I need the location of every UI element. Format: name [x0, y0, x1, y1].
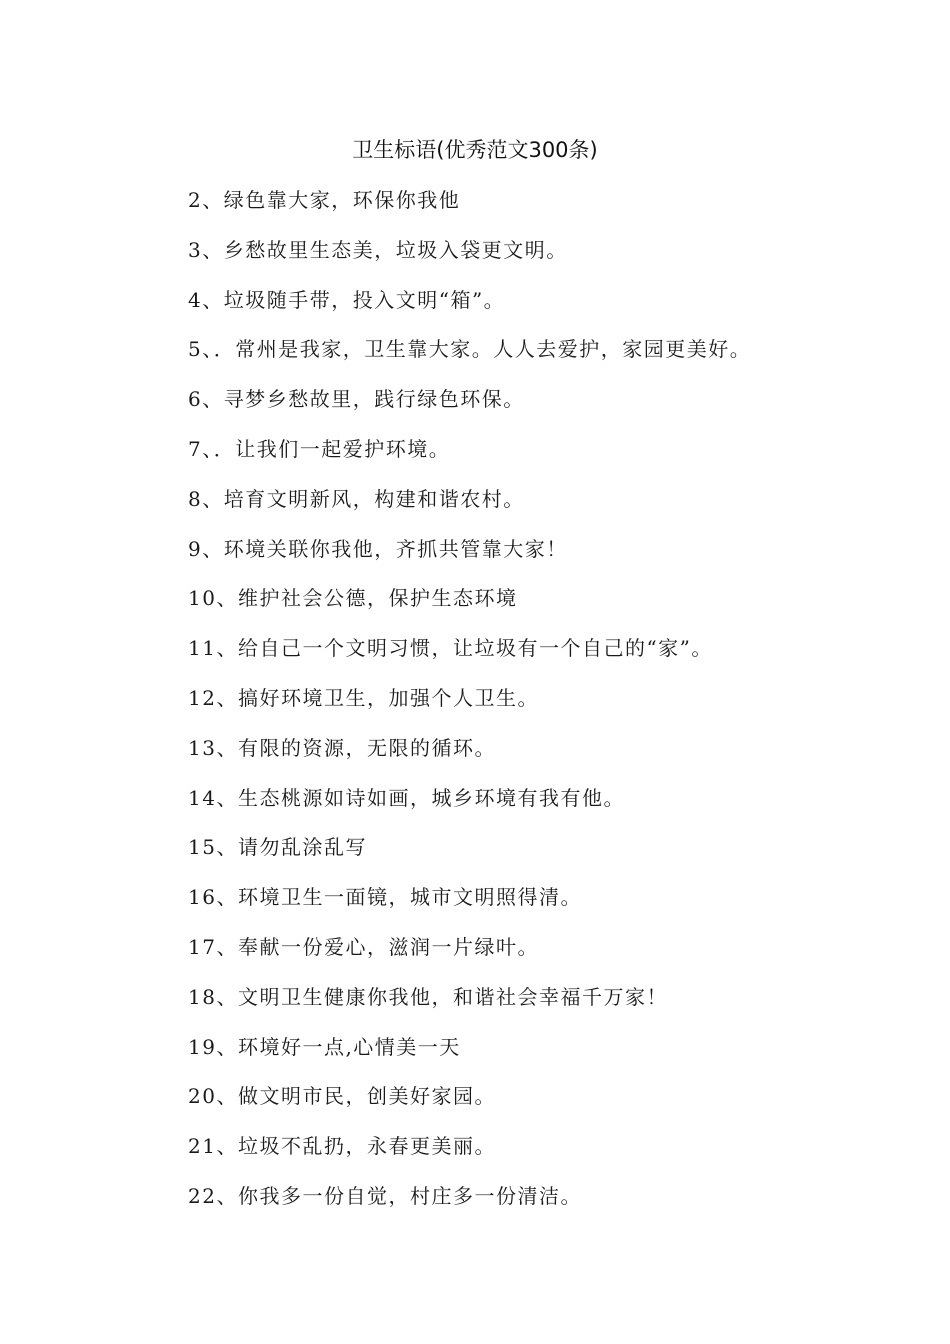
slogan-item: 10、维护社会公德，保护生态环境 — [188, 586, 518, 611]
slogan-item: 2、绿色靠大家，环保你我他 — [188, 188, 461, 212]
slogan-item: 8、培育文明新风，构建和谐农村。 — [188, 486, 525, 511]
slogan-item: 15、请勿乱涂乱写 — [188, 835, 367, 860]
slogan-item: 21、垃圾不乱扔，永春更美丽。 — [188, 1134, 496, 1159]
slogan-item: 11、给自己一个文明习惯，让垃圾有一个自己的“家”。 — [188, 636, 713, 661]
slogan-item: 7、．让我们一起爱护环境。 — [188, 436, 451, 461]
slogan-item: 9、环境关联你我他，齐抓共管靠大家！ — [188, 536, 568, 561]
slogan-item: 18、文明卫生健康你我他，和谐社会幸福千万家！ — [188, 984, 668, 1009]
slogan-item: 16、环境卫生一面镜，城市文明照得清。 — [188, 885, 582, 910]
slogan-list — [188, 185, 908, 1231]
slogan-item: 14、生态桃源如诗如画，城乡环境有我有他。 — [188, 785, 625, 810]
slogan-item: 20、做文明市民，创美好家园。 — [188, 1084, 496, 1109]
slogan-item: 17、奉献一份爱心，滋润一片绿叶。 — [188, 934, 539, 959]
slogan-item: 6、寻梦乡愁故里，践行绿色环保。 — [188, 387, 525, 412]
slogan-item: 13、有限的资源，无限的循环。 — [188, 735, 496, 760]
document-title: 卫生标语(优秀范文300条) — [352, 138, 598, 162]
slogan-item: 12、搞好环境卫生，加强个人卫生。 — [188, 685, 539, 710]
slogan-item: 3、乡愁故里生态美，垃圾入袋更文明。 — [188, 237, 568, 262]
slogan-item: 4、垃圾随手带，投入文明“箱”。 — [188, 287, 506, 312]
slogan-item: 5、．常州是我家，卫生靠大家。人人去爱护，家园更美好。 — [188, 337, 752, 362]
slogan-item: 22、你我多一份自觉，村庄多一份清洁。 — [188, 1183, 582, 1208]
slogan-item: 19、环境好一点,心情美一天 — [188, 1034, 461, 1059]
